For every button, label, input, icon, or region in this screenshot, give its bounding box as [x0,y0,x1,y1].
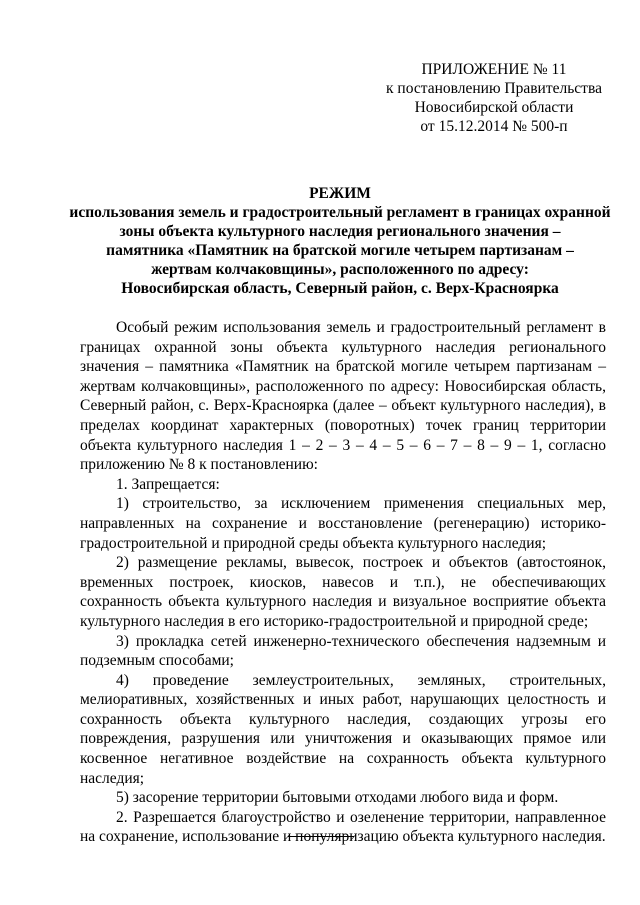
appendix-header [384,60,604,136]
title-line-3: памятника «Памятник на братской могиле четырем партизанам – [106,242,574,259]
intro-paragraph: Особый режим использования земель и градостроительный регламент в границах охранной зоны объекта культурного наследия регионального значения – памятника «Памятник на братской могиле четырем партизанам – жертвам колчаковщины», расположенного по адресу: Новосибирская область, Северный район, с. Верх-Красноярка (далее – объект культурного наследия), в пределах координат характерных (поворотных) точек границ территории объекта культурного наследия 1 – 2 – 3 – 4 – 5 – 6 – 7 – 8 – 9 – 1, согласно приложению № 8 к постановлению: [80,319,606,474]
prohibited-item-2: 2) размещение рекламы, вывесок, построек и объектов (автостоянок, временных построек, киосков, навесов и т.п.), не обеспечивающих сохранность объекта культурного наследия и визуальное восприятие объекта культурного наследия в его историко-градостроительной и природной среде; [80,554,606,630]
appendix-number: ПРИЛОЖЕНИЕ № 11 [421,61,567,78]
prohibited-item-5: 5) засорение территории бытовыми отходами любого вида и форм. [116,789,559,807]
prohibited-item-4: 4) проведение землеустроительных, земляных, строительных, мелиоративных, хозяйственных и иных работ, нарушающих целостность и сохранность объекта культурного наследия, создающих угрозы его повреждения, разрушения или уничтожения и оказывающих прямое или косвенное негативное воздействие на сохранность объекта культурного наследия; [80,671,606,787]
title-heading: РЕЖИМ [309,185,371,202]
prohibited-heading: 1. Запрещается: [116,475,220,493]
appendix-region: Новосибирской области [414,99,574,116]
title-line-4: жертвам колчаковщины», расположенного по адресу: [151,261,529,278]
appendix-date-number: от 15.12.2014 № 500-п [420,118,568,135]
permitted-paragraph: 2. Разрешается благоустройство и озеленение территории, направленное на сохранение, использование и популяризацию объекта культурного наследия. [80,808,606,846]
end-divider [288,836,354,837]
prohibited-item-3: 3) прокладка сетей инженерно-технического обеспечения надземным и подземным способами; [80,632,606,670]
document-title [60,184,620,298]
appendix-reference: к постановлению Правительства [386,80,602,97]
document-body [80,318,606,847]
title-line-5: Новосибирская область, Северный район, с. Верх-Красноярка [121,280,559,297]
title-line-2: зоны объекта культурного наследия регионального значения – [119,223,561,240]
title-line-1: использования земель и градостроительный регламент в границах охранной [69,204,611,221]
prohibited-item-1: 1) строительство, за исключением применения специальных мер, направленных на сохранение и восстановление (регенерацию) историко-градостроительной и природной среды объекта культурного наследия; [80,495,606,552]
